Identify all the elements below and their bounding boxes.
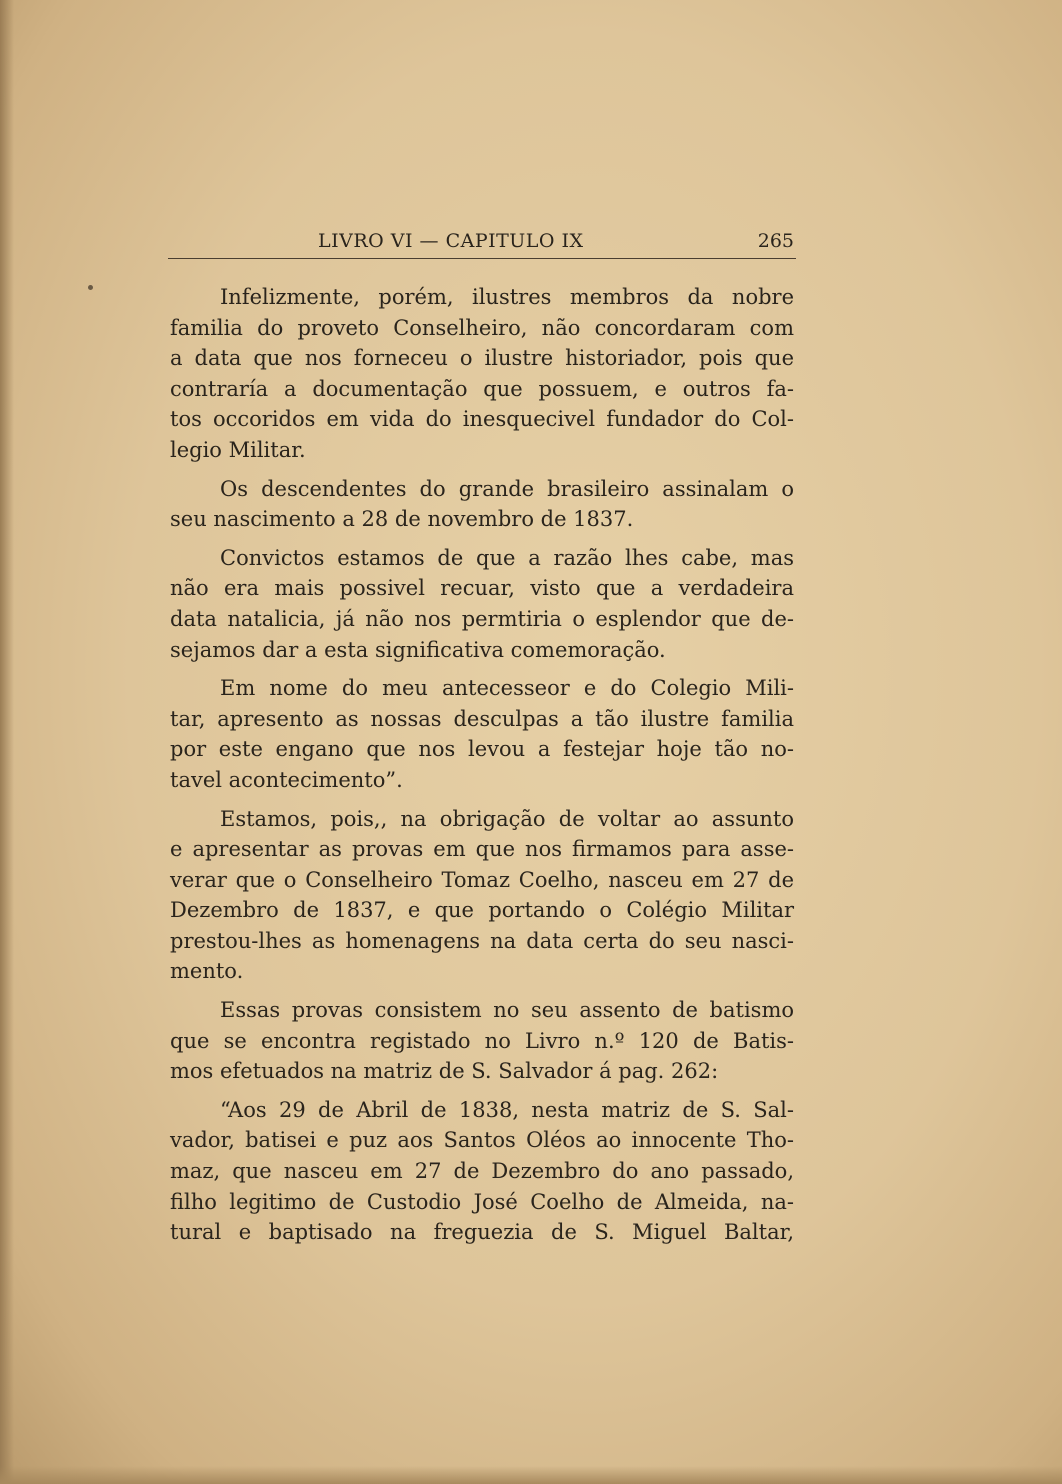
header-rule	[168, 258, 796, 259]
paragraph	[170, 804, 794, 988]
text-line: mento.	[170, 959, 244, 984]
paper-speck	[88, 285, 93, 290]
page-bottom-shadow	[0, 1466, 1062, 1484]
text-line: não era mais possivel recuar, visto que a verdadeira	[170, 576, 794, 601]
paragraph	[170, 282, 794, 466]
text-line: vador, batisei e puz aos Santos Oléos ao innocente Tho-	[170, 1128, 794, 1153]
text-line: Convictos estamos de que a razão lhes cabe, mas	[220, 545, 794, 570]
text-line: por este engano que nos levou a festejar hoje tão no-	[170, 737, 794, 762]
text-line: “Aos 29 de Abril de 1838, nesta matriz de S. Sal-	[220, 1097, 794, 1122]
text-line: filho legitimo de Custodio José Coelho de Almeida, na-	[170, 1189, 794, 1214]
page-edge-shadow	[0, 0, 14, 1484]
text-line: a data que nos forneceu o ilustre historiador, pois que	[170, 346, 794, 371]
text-line: e apresentar as provas em que nos firmamos para asse-	[170, 837, 794, 862]
text-line: mos efetuados na matriz de S. Salvador á pag. 262:	[170, 1059, 719, 1084]
text-line: contraría a documentação que possuem, e outros fa-	[170, 376, 794, 401]
paragraph	[170, 1095, 794, 1248]
text-line: seu nascimento a 28 de novembro de 1837.	[170, 507, 634, 532]
text-line: tural e baptisado na freguezia de S. Miguel Baltar,	[170, 1220, 794, 1245]
paragraph	[170, 543, 794, 665]
running-header	[168, 230, 796, 264]
text-line: data natalicia, já não nos permtiria o esplendor que de-	[170, 606, 794, 631]
text-line: Dezembro de 1837, e que portando o Colégio Militar	[170, 898, 794, 923]
text-line: tavel acontecimento”.	[170, 767, 403, 792]
text-line: verar que o Conselheiro Tomaz Coelho, nasceu em 27 de	[170, 867, 794, 892]
text-line: maz, que nasceu em 27 de Dezembro do ano passado,	[170, 1159, 794, 1184]
text-line: sejamos dar a esta significativa comemoração.	[170, 637, 666, 662]
text-line: tos occoridos em vida do inesquecivel fundador do Col-	[170, 407, 794, 432]
body-text	[170, 282, 794, 1256]
text-line: Essas provas consistem no seu assento de batismo	[220, 998, 794, 1023]
text-line: familia do proveto Conselheiro, não concordaram com	[170, 315, 794, 340]
text-line: Os descendentes do grande brasileiro assinalam o	[220, 476, 794, 501]
text-line: Infelizmente, porém, ilustres membros da nobre	[220, 285, 794, 309]
paragraph	[170, 673, 794, 795]
paragraph	[170, 995, 794, 1087]
text-line: Estamos, pois,, na obrigação de voltar ao assunto	[220, 806, 794, 831]
paragraph	[170, 474, 794, 535]
text-line: legio Militar.	[170, 437, 306, 462]
text-line: prestou-lhes as homenagens na data certa do seu nasci-	[170, 928, 794, 953]
text-line: Em nome do meu antecesseor e do Colegio Mili-	[220, 676, 794, 701]
text-line: que se encontra registado no Livro n.º 120 de Batis-	[170, 1028, 794, 1053]
page-number: 265	[757, 230, 794, 252]
text-line: tar, apresento as nossas desculpas a tão ilustre familia	[170, 706, 794, 731]
chapter-title: LIVRO VI — CAPITULO IX	[318, 230, 584, 252]
